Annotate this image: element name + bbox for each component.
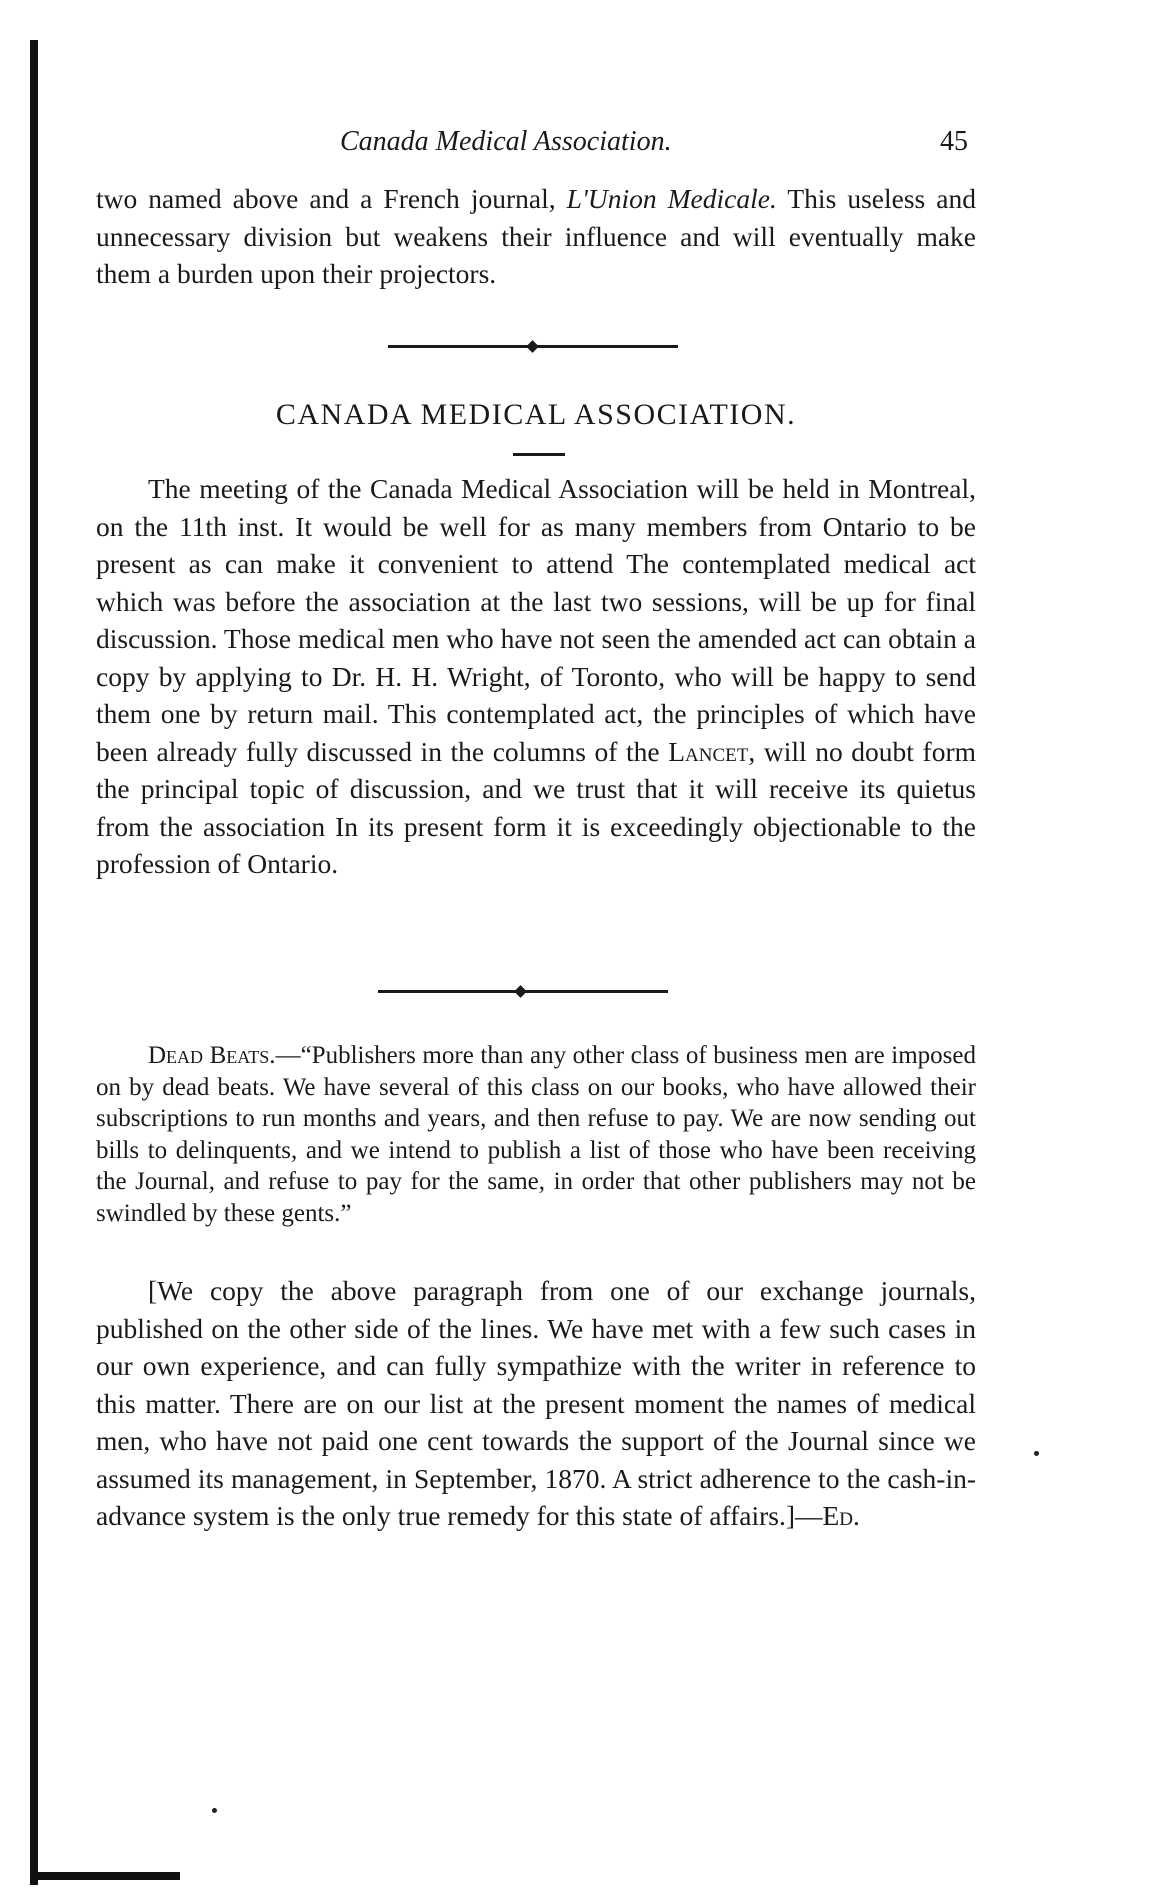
editor-note-text: [We copy the above paragraph from one of our exchange journals, published on the other side of the lines. We have met with a few such cases in our own experience, and can fully sympathize with the writer in reference to this matter. There are on our list at the present moment the names of medical men, who have not paid one cent towards the support of the Journal since we assumed its management, in September, 1870. A strict adherence to the cash-in-advance system is the only true remedy for this state of affairs.]— — [96, 1275, 976, 1531]
intro-paragraph — [96, 180, 976, 293]
page-number: 45 — [940, 126, 968, 157]
editor-note-paragraph — [96, 1272, 976, 1535]
heading-underline — [513, 453, 565, 456]
lancet-name: Lancet — [668, 735, 749, 767]
association-text-after: , will no doubt form the principal topic of discussion, and we trust that it will receive its quietus from the association In its present form it is exceedingly objectionable to the profession of Ontario. — [96, 735, 976, 879]
journal-name: L'Union Medicale. — [566, 183, 777, 214]
dead-beats-label: Dead Beats. — [148, 1042, 276, 1069]
running-title: Canada Medical Association. — [340, 126, 672, 157]
association-paragraph — [96, 470, 976, 883]
editor-signature: Ed. — [822, 1500, 860, 1531]
binding-edge-foot — [30, 1872, 180, 1880]
intro-text-after: This useless and unnecessary division but weakens their influence and will eventually make them a burden upon their projectors. — [96, 183, 977, 289]
association-text-before: The meeting of the Canada Medical Association will be held in Montreal, on the 11th inst. It would be well for as many members from Ontario to be present as can make it convenient to attend The contemplated medical act which was before the association at the last two sessions, will be up for final discussion. Those medical men who have not seen the amended act can obtain a copy by applying to Dr. H. H. Wright, of Toronto, who will be happy to send them one by return mail. This contemplated act, the principles of which have been already fully discussed in the columns of the — [96, 473, 976, 767]
dead-beats-quote: —“Publishers more than any other class of business men are imposed on by dead beats. We have several of this class on our books, who have allowed their subscriptions to run months and years, and then refuse to pay. We are now sending out bills to delinquents, and we intend to publish a list of those who have been receiving the Journal, and refuse to pay for the same, in order that other publishers may not be swindled by these gents.” — [96, 1042, 976, 1227]
binding-edge — [30, 40, 38, 1885]
scan-speck — [212, 1808, 217, 1813]
scan-speck — [1034, 1451, 1039, 1456]
intro-text-before: two named above and a French journal, — [96, 183, 567, 214]
section-heading: CANADA MEDICAL ASSOCIATION. — [275, 398, 797, 431]
dead-beats-paragraph — [96, 1040, 976, 1229]
